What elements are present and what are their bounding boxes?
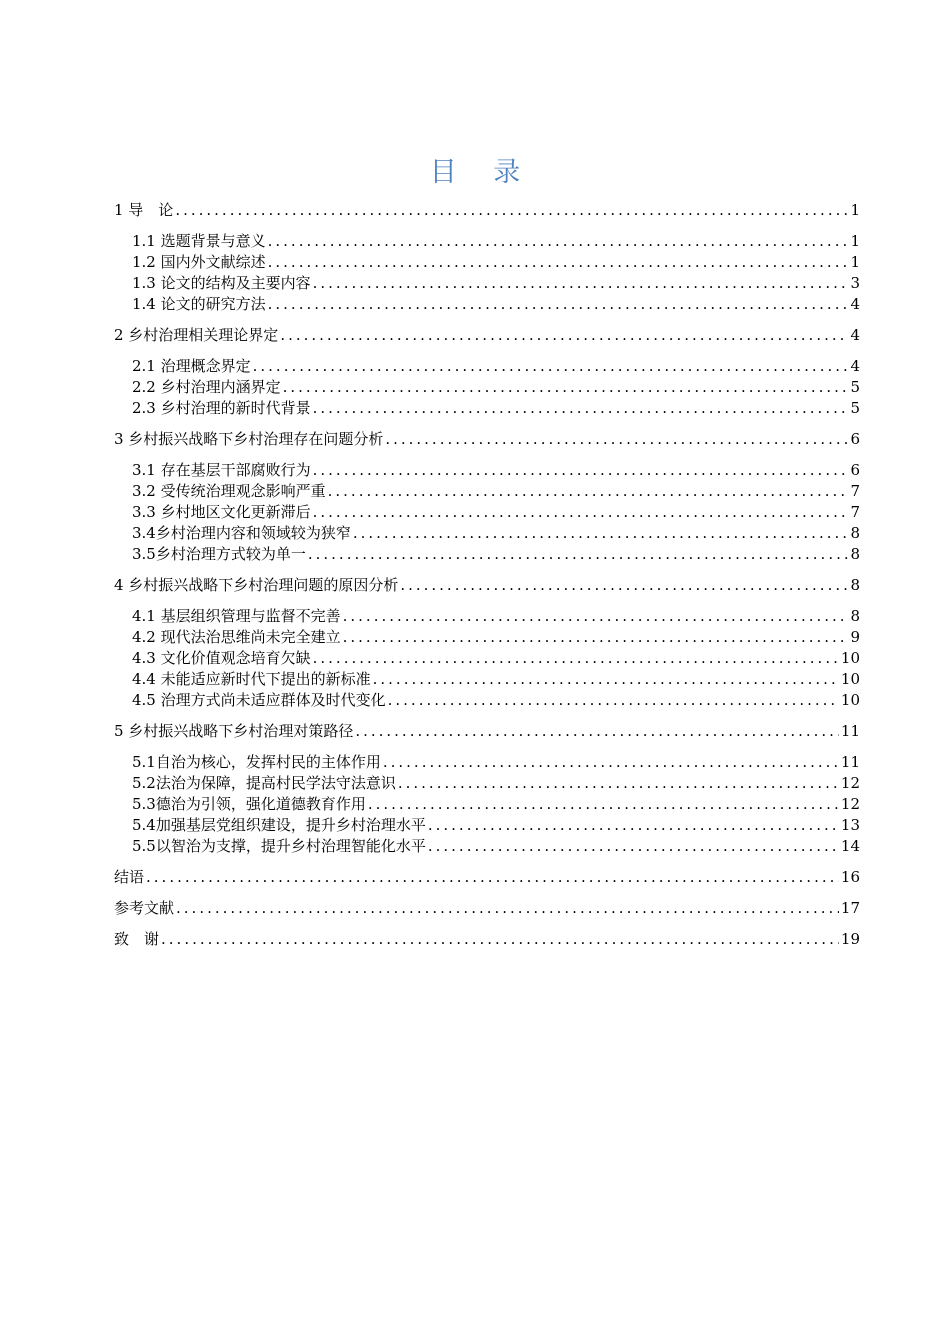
toc-leader-dots [268,231,848,252]
toc-leader-dots [355,721,839,742]
toc-leader-dots [353,523,848,544]
toc-leader-dots [283,377,848,398]
toc-page-number: 8 [850,576,860,594]
toc-leader-dots [328,481,848,502]
toc-entry-label: 2.2 乡村治理内涵界定 [132,378,281,396]
toc-page-number: 6 [850,461,860,479]
toc-entry-label: 3.3 乡村地区文化更新滞后 [132,503,311,521]
toc-chapter-entry[interactable] [114,200,860,221]
toc-entry-label: 2.1 治理概念界定 [132,357,251,375]
toc-leader-dots [428,836,839,857]
toc-page-number: 5 [850,378,860,396]
toc-page-number: 4 [850,357,860,375]
toc-leader-dots [383,752,839,773]
toc-chapter-entry[interactable] [114,575,860,596]
toc-leader-dots [175,200,848,221]
toc-page-number: 19 [840,930,860,948]
toc-chapter-entry[interactable] [114,867,860,888]
toc-chapter-entry[interactable] [114,898,860,919]
toc-page-number: 12 [840,774,860,792]
toc-entry-label: 5 乡村振兴战略下乡村治理对策路径 [114,722,354,740]
toc-section-entry[interactable] [114,544,860,565]
toc-page-number: 6 [850,430,860,448]
toc-leader-dots [313,648,839,669]
toc-chapter-entry[interactable] [114,325,860,346]
toc-entry-label: 5.4加强基层党组织建设，提升乡村治理水平 [132,816,426,834]
toc-entry-label: 致 谢 [114,930,160,948]
table-of-contents [114,200,860,960]
toc-leader-dots [388,690,839,711]
toc-leader-dots [268,294,848,315]
toc-page-number: 8 [850,607,860,625]
page-title: 目 录 [429,157,535,188]
toc-section-entry[interactable] [114,377,860,398]
toc-entry-label: 2 乡村治理相关理论界定 [114,326,279,344]
toc-entry-label: 4.1 基层组织管理与监督不完善 [132,607,341,625]
toc-leader-dots [313,502,848,523]
toc-page-number: 5 [850,399,860,417]
toc-page-number: 4 [850,295,860,313]
toc-entry-label: 1 导 论 [114,201,174,219]
toc-leader-dots [313,398,848,419]
toc-entry-label: 1.2 国内外文献综述 [132,253,266,271]
toc-section-entry[interactable] [114,627,860,648]
toc-page-number: 10 [840,691,860,709]
toc-section-entry[interactable] [114,648,860,669]
toc-section-entry[interactable] [114,252,860,273]
toc-leader-dots [398,773,839,794]
toc-leader-dots [428,815,839,836]
toc-chapter-entry[interactable] [114,429,860,450]
toc-entry-label: 3.4乡村治理内容和领域较为狭窄 [132,524,351,542]
toc-leader-dots [308,544,848,565]
toc-section-entry[interactable] [114,523,860,544]
toc-section-entry[interactable] [114,773,860,794]
toc-entry-label: 5.1自治为核心，发挥村民的主体作用 [132,753,381,771]
toc-entry-label: 4.3 文化价值观念培育欠缺 [132,649,311,667]
toc-entry-label: 3.5乡村治理方式较为单一 [132,545,306,563]
toc-page-number: 8 [850,545,860,563]
toc-entry-label: 2.3 乡村治理的新时代背景 [132,399,311,417]
toc-leader-dots [343,606,848,627]
toc-page-number: 7 [850,503,860,521]
toc-entry-label: 4.5 治理方式尚未适应群体及时代变化 [132,691,386,709]
toc-entry-label: 3.2 受传统治理观念影响严重 [132,482,326,500]
toc-page-number: 14 [840,837,860,855]
toc-leader-dots [400,575,848,596]
toc-section-entry[interactable] [114,356,860,377]
toc-section-entry[interactable] [114,231,860,252]
toc-leader-dots [161,929,839,950]
toc-entry-label: 4.2 现代法治思维尚未完全建立 [132,628,341,646]
toc-leader-dots [268,252,848,273]
toc-leader-dots [313,273,848,294]
toc-section-entry[interactable] [114,836,860,857]
toc-leader-dots [368,794,839,815]
toc-section-entry[interactable] [114,502,860,523]
toc-entry-label: 结语 [114,868,145,886]
toc-leader-dots [385,429,848,450]
toc-section-entry[interactable] [114,690,860,711]
toc-page-number: 3 [850,274,860,292]
toc-page-number: 1 [850,232,860,250]
toc-leader-dots [343,627,848,648]
toc-section-entry[interactable] [114,481,860,502]
toc-page-number: 7 [850,482,860,500]
toc-leader-dots [146,867,839,888]
toc-page-number: 10 [840,649,860,667]
toc-entry-label: 参考文献 [114,899,175,917]
toc-page-number: 16 [840,868,860,886]
toc-entry-label: 5.3德治为引领，强化道德教育作用 [132,795,366,813]
toc-leader-dots [373,669,839,690]
toc-leader-dots [280,325,848,346]
toc-entry-label: 5.2法治为保障，提高村民学法守法意识 [132,774,396,792]
toc-entry-label: 3.1 存在基层干部腐败行为 [132,461,311,479]
toc-chapter-entry[interactable] [114,721,860,742]
toc-entry-label: 5.5以智治为支撑，提升乡村治理智能化水平 [132,837,426,855]
toc-page-number: 9 [850,628,860,646]
toc-page-number: 10 [840,670,860,688]
toc-leader-dots [313,460,848,481]
toc-section-entry[interactable] [114,460,860,481]
toc-section-entry[interactable] [114,398,860,419]
toc-page-number: 4 [850,326,860,344]
toc-section-entry[interactable] [114,815,860,836]
toc-page-number: 12 [840,795,860,813]
toc-section-entry[interactable] [114,669,860,690]
toc-page-number: 1 [850,253,860,271]
toc-page-number: 13 [840,816,860,834]
toc-page-number: 11 [840,722,860,740]
toc-section-entry[interactable] [114,273,860,294]
toc-section-entry[interactable] [114,606,860,627]
toc-chapter-entry[interactable] [114,929,860,950]
toc-entry-label: 4.4 未能适应新时代下提出的新标准 [132,670,371,688]
toc-entry-label: 4 乡村振兴战略下乡村治理问题的原因分析 [114,576,399,594]
toc-page-number: 17 [840,899,860,917]
toc-leader-dots [176,898,839,919]
toc-page-number: 8 [850,524,860,542]
toc-entry-label: 1.4 论文的研究方法 [132,295,266,313]
toc-page-number: 1 [850,201,860,219]
toc-entry-label: 1.1 选题背景与意义 [132,232,266,250]
toc-leader-dots [253,356,848,377]
toc-entry-label: 3 乡村振兴战略下乡村治理存在问题分析 [114,430,384,448]
toc-page-number: 11 [840,753,860,771]
toc-section-entry[interactable] [114,794,860,815]
toc-section-entry[interactable] [114,752,860,773]
toc-section-entry[interactable] [114,294,860,315]
toc-entry-label: 1.3 论文的结构及主要内容 [132,274,311,292]
